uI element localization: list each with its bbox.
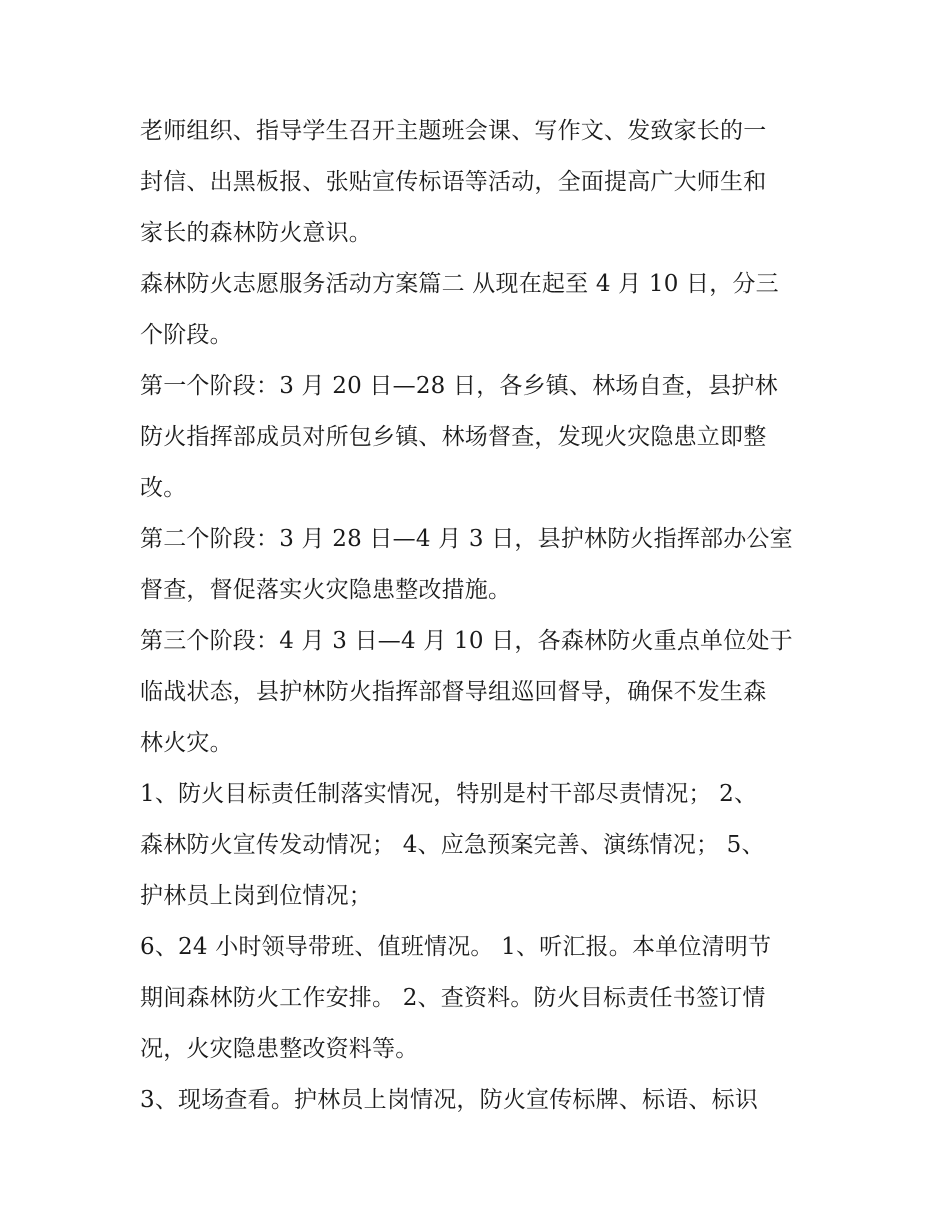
text-line: 3、现场查看。护林员上岗情况，防火宣传标牌、标语、标识 [140,1087,759,1113]
text-line: 改。 [140,475,187,501]
text-line: 第二个阶段：3 月 28 日—4 月 3 日，县护林防火指挥部办公室 [140,526,793,552]
text-line: 防火指挥部成员对所包乡镇、林场督查，发现火灾隐患立即整 [140,424,767,450]
text-line: 森林防火志愿服务活动方案篇二 从现在起至 4 月 10 日，分三 [140,271,779,297]
text-line: 个阶段。 [140,322,233,348]
text-line: 1、防火目标责任制落实情况，特别是村干部尽责情况； 2、 [140,781,758,807]
text-line: 督查，督促落实火灾隐患整改措施。 [140,577,512,603]
text-line: 6、24 小时领导带班、值班情况。 1、听汇报。本单位清明节 [140,934,772,960]
text-line: 封信、出黑板报、张贴宣传标语等活动，全面提高广大师生和 [140,169,767,195]
text-line: 护林员上岗到位情况； [140,883,372,909]
text-line: 家长的森林防火意识。 [140,220,372,246]
text-line: 老师组织、指导学生召开主题班会课、写作文、发致家长的一 [140,118,767,144]
text-line: 森林防火宣传发动情况； 4、应急预案完善、演练情况； 5、 [140,832,765,858]
text-line: 况，火灾隐患整改资料等。 [140,1036,419,1062]
text-line: 第一个阶段：3 月 20 日—28 日，各乡镇、林场自查，县护林 [140,373,778,399]
text-line: 第三个阶段：4 月 3 日—4 月 10 日，各森林防火重点单位处于 [140,628,793,654]
text-line: 期间森林防火工作安排。 2、查资料。防火目标责任书签订情 [140,985,766,1011]
document-body [140,106,820,1126]
text-line: 临战状态，县护林防火指挥部督导组巡回督导，确保不发生森 [140,679,767,705]
text-line: 林火灾。 [140,730,233,756]
